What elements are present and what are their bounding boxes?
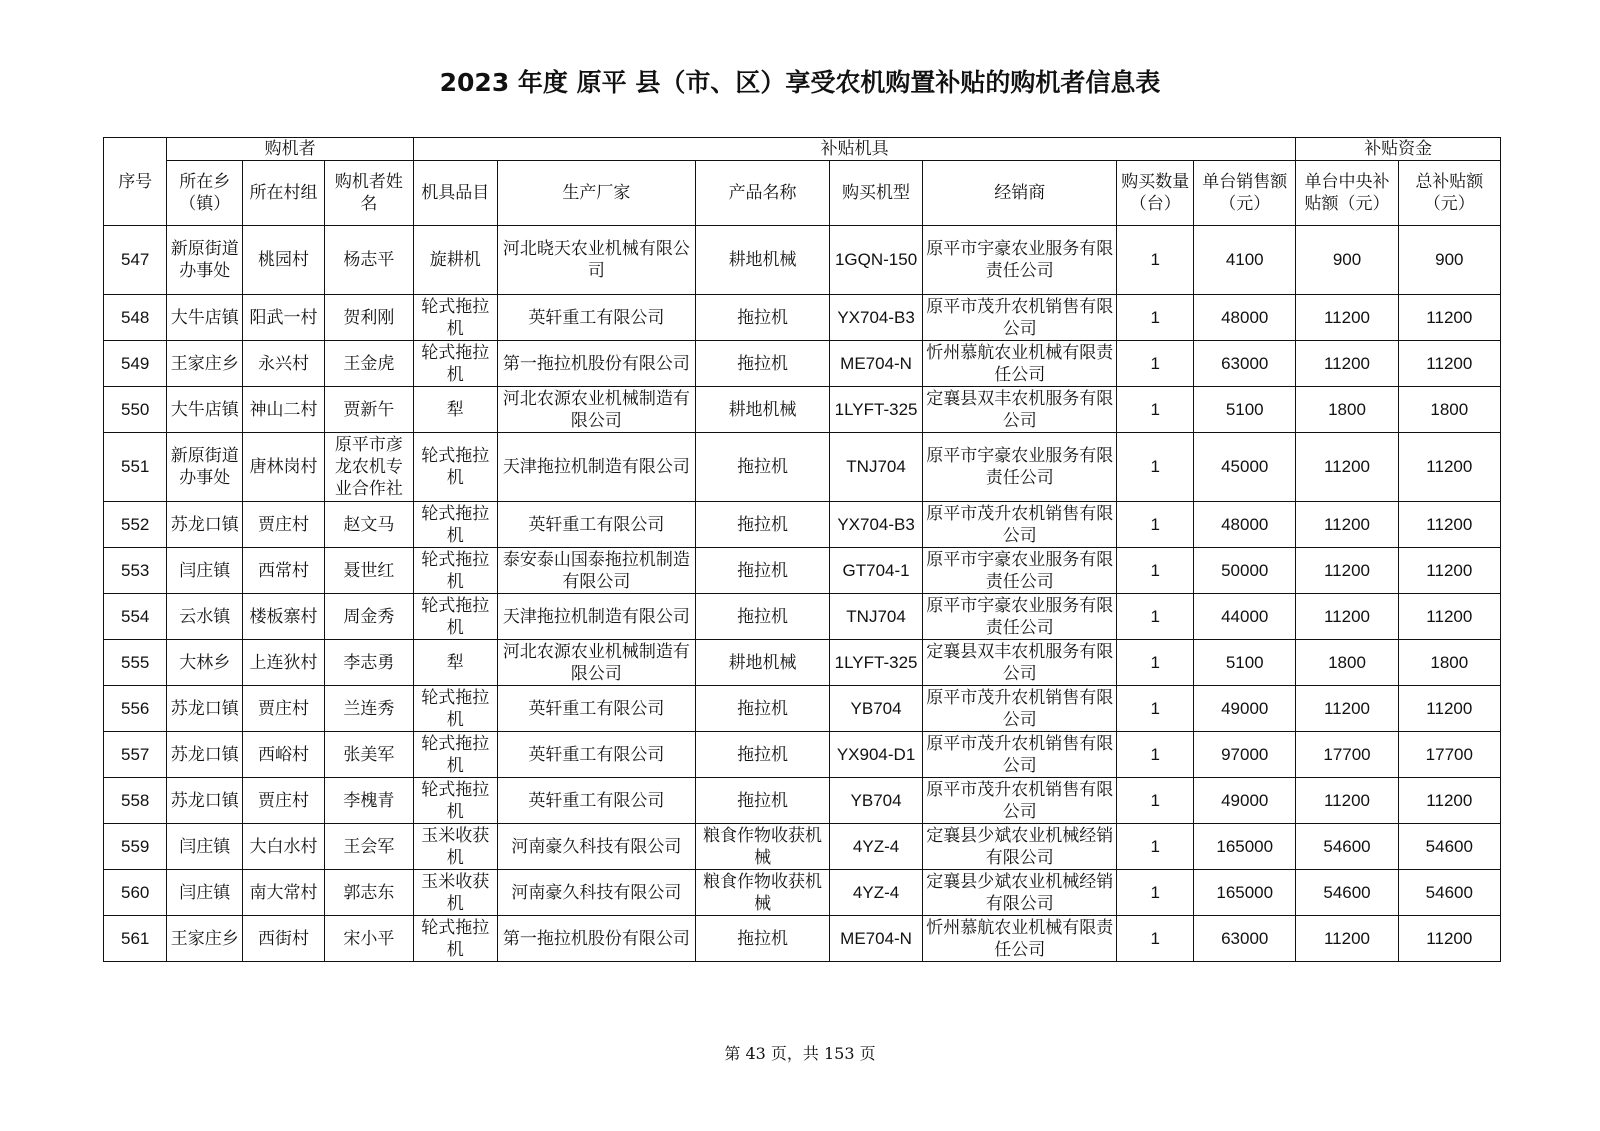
town-cell: 王家庄乡 [167, 341, 243, 387]
town-cell: 苏龙口镇 [167, 502, 243, 548]
village-cell: 桃园村 [243, 226, 325, 295]
seq-cell: 559 [104, 824, 167, 870]
table-row [104, 594, 1501, 640]
seq-cell: 549 [104, 341, 167, 387]
central-subsidy-cell: 11200 [1296, 295, 1398, 341]
price-cell: 49000 [1194, 778, 1296, 824]
product-cell: 拖拉机 [696, 433, 830, 502]
manufacturer-cell: 天津拖拉机制造有限公司 [497, 433, 695, 502]
price-cell: 165000 [1194, 870, 1296, 916]
total-subsidy-cell: 11200 [1398, 295, 1500, 341]
seq-cell: 548 [104, 295, 167, 341]
buyer-name-cell: 宋小平 [324, 916, 413, 962]
qty-cell: 1 [1117, 640, 1194, 686]
product-cell: 拖拉机 [696, 732, 830, 778]
product-cell: 拖拉机 [696, 502, 830, 548]
village-cell: 唐林岗村 [243, 433, 325, 502]
qty-cell: 1 [1117, 594, 1194, 640]
town-cell: 闫庄镇 [167, 824, 243, 870]
product-cell: 耕地机械 [696, 226, 830, 295]
manufacturer-cell: 第一拖拉机股份有限公司 [497, 916, 695, 962]
model-cell: ME704-N [830, 341, 923, 387]
qty-cell: 1 [1117, 732, 1194, 778]
header-total-subsidy: 总补贴额（元） [1398, 161, 1500, 226]
model-cell: ME704-N [830, 916, 923, 962]
dealer-cell: 原平市茂升农机销售有限公司 [923, 686, 1117, 732]
total-subsidy-cell: 54600 [1398, 824, 1500, 870]
town-cell: 苏龙口镇 [167, 732, 243, 778]
village-cell: 贾庄村 [243, 778, 325, 824]
product-cell: 拖拉机 [696, 916, 830, 962]
product-cell: 粮食作物收获机械 [696, 824, 830, 870]
qty-cell: 1 [1117, 226, 1194, 295]
table-row [104, 226, 1501, 295]
category-cell: 轮式拖拉机 [413, 295, 497, 341]
dealer-cell: 定襄县少斌农业机械经销有限公司 [923, 824, 1117, 870]
product-cell: 粮食作物收获机械 [696, 870, 830, 916]
qty-cell: 1 [1117, 824, 1194, 870]
product-cell: 拖拉机 [696, 686, 830, 732]
village-cell: 楼板寨村 [243, 594, 325, 640]
subsidy-table [103, 137, 1501, 962]
price-cell: 4100 [1194, 226, 1296, 295]
product-cell: 拖拉机 [696, 341, 830, 387]
manufacturer-cell: 英轩重工有限公司 [497, 502, 695, 548]
qty-cell: 1 [1117, 686, 1194, 732]
central-subsidy-cell: 11200 [1296, 686, 1398, 732]
dealer-cell: 原平市茂升农机销售有限公司 [923, 295, 1117, 341]
header-group-machine: 补贴机具 [413, 138, 1296, 161]
category-cell: 犁 [413, 640, 497, 686]
dealer-cell: 定襄县双丰农机服务有限公司 [923, 387, 1117, 433]
category-cell: 轮式拖拉机 [413, 916, 497, 962]
header-seq: 序号 [104, 138, 167, 226]
header-buyer-name: 购机者姓名 [324, 161, 413, 226]
buyer-name-cell: 王金虎 [324, 341, 413, 387]
seq-cell: 553 [104, 548, 167, 594]
product-cell: 拖拉机 [696, 594, 830, 640]
category-cell: 轮式拖拉机 [413, 341, 497, 387]
total-subsidy-cell: 11200 [1398, 502, 1500, 548]
buyer-name-cell: 张美军 [324, 732, 413, 778]
price-cell: 48000 [1194, 502, 1296, 548]
model-cell: 4YZ-4 [830, 870, 923, 916]
dealer-cell: 定襄县双丰农机服务有限公司 [923, 640, 1117, 686]
header-category: 机具品目 [413, 161, 497, 226]
header-dealer: 经销商 [923, 161, 1117, 226]
model-cell: YB704 [830, 778, 923, 824]
header-price: 单台销售额（元） [1194, 161, 1296, 226]
table-row [104, 778, 1501, 824]
qty-cell: 1 [1117, 548, 1194, 594]
manufacturer-cell: 河南豪久科技有限公司 [497, 824, 695, 870]
village-cell: 永兴村 [243, 341, 325, 387]
category-cell: 轮式拖拉机 [413, 433, 497, 502]
total-subsidy-cell: 11200 [1398, 916, 1500, 962]
village-cell: 贾庄村 [243, 686, 325, 732]
dealer-cell: 原平市茂升农机销售有限公司 [923, 502, 1117, 548]
town-cell: 大林乡 [167, 640, 243, 686]
table-row [104, 640, 1501, 686]
category-cell: 犁 [413, 387, 497, 433]
price-cell: 5100 [1194, 640, 1296, 686]
buyer-name-cell: 兰连秀 [324, 686, 413, 732]
table-row [104, 341, 1501, 387]
category-cell: 玉米收获机 [413, 824, 497, 870]
buyer-name-cell: 贺利刚 [324, 295, 413, 341]
total-subsidy-cell: 11200 [1398, 548, 1500, 594]
town-cell: 大牛店镇 [167, 295, 243, 341]
seq-cell: 547 [104, 226, 167, 295]
village-cell: 西常村 [243, 548, 325, 594]
central-subsidy-cell: 17700 [1296, 732, 1398, 778]
village-cell: 贾庄村 [243, 502, 325, 548]
buyer-name-cell: 聂世红 [324, 548, 413, 594]
manufacturer-cell: 河北晓天农业机械有限公司 [497, 226, 695, 295]
table-row [104, 433, 1501, 502]
header-model: 购买机型 [830, 161, 923, 226]
qty-cell: 1 [1117, 387, 1194, 433]
village-cell: 上连狄村 [243, 640, 325, 686]
manufacturer-cell: 河北农源农业机械制造有限公司 [497, 387, 695, 433]
seq-cell: 551 [104, 433, 167, 502]
model-cell: 4YZ-4 [830, 824, 923, 870]
buyer-name-cell: 李志勇 [324, 640, 413, 686]
category-cell: 轮式拖拉机 [413, 778, 497, 824]
product-cell: 拖拉机 [696, 295, 830, 341]
seq-cell: 557 [104, 732, 167, 778]
model-cell: YB704 [830, 686, 923, 732]
category-cell: 轮式拖拉机 [413, 548, 497, 594]
model-cell: 1LYFT-325 [830, 387, 923, 433]
table-row [104, 824, 1501, 870]
total-subsidy-cell: 11200 [1398, 686, 1500, 732]
town-cell: 苏龙口镇 [167, 778, 243, 824]
qty-cell: 1 [1117, 870, 1194, 916]
model-cell: TNJ704 [830, 594, 923, 640]
product-cell: 拖拉机 [696, 548, 830, 594]
model-cell: YX704-B3 [830, 295, 923, 341]
page-footer: 第 43 页，共 153 页 [724, 1044, 876, 1063]
town-cell: 大牛店镇 [167, 387, 243, 433]
seq-cell: 560 [104, 870, 167, 916]
header-town: 所在乡（镇） [167, 161, 243, 226]
dealer-cell: 原平市茂升农机销售有限公司 [923, 778, 1117, 824]
manufacturer-cell: 天津拖拉机制造有限公司 [497, 594, 695, 640]
dealer-cell: 原平市茂升农机销售有限公司 [923, 732, 1117, 778]
buyer-name-cell: 王会军 [324, 824, 413, 870]
header-group-buyer: 购机者 [167, 138, 413, 161]
price-cell: 63000 [1194, 916, 1296, 962]
buyer-name-cell: 贾新午 [324, 387, 413, 433]
buyer-name-cell: 郭志东 [324, 870, 413, 916]
qty-cell: 1 [1117, 778, 1194, 824]
central-subsidy-cell: 1800 [1296, 640, 1398, 686]
product-cell: 耕地机械 [696, 387, 830, 433]
dealer-cell: 原平市宇豪农业服务有限责任公司 [923, 548, 1117, 594]
central-subsidy-cell: 11200 [1296, 341, 1398, 387]
village-cell: 神山二村 [243, 387, 325, 433]
price-cell: 5100 [1194, 387, 1296, 433]
model-cell: TNJ704 [830, 433, 923, 502]
qty-cell: 1 [1117, 916, 1194, 962]
town-cell: 苏龙口镇 [167, 686, 243, 732]
central-subsidy-cell: 11200 [1296, 916, 1398, 962]
dealer-cell: 忻州慕航农业机械有限责任公司 [923, 916, 1117, 962]
table-row [104, 732, 1501, 778]
central-subsidy-cell: 1800 [1296, 387, 1398, 433]
manufacturer-cell: 河北农源农业机械制造有限公司 [497, 640, 695, 686]
header-village: 所在村组 [243, 161, 325, 226]
model-cell: GT704-1 [830, 548, 923, 594]
table-row [104, 387, 1501, 433]
seq-cell: 550 [104, 387, 167, 433]
manufacturer-cell: 英轩重工有限公司 [497, 686, 695, 732]
price-cell: 44000 [1194, 594, 1296, 640]
central-subsidy-cell: 54600 [1296, 870, 1398, 916]
seq-cell: 556 [104, 686, 167, 732]
central-subsidy-cell: 11200 [1296, 778, 1398, 824]
village-cell: 大白水村 [243, 824, 325, 870]
category-cell: 玉米收获机 [413, 870, 497, 916]
price-cell: 49000 [1194, 686, 1296, 732]
dealer-cell: 忻州慕航农业机械有限责任公司 [923, 341, 1117, 387]
manufacturer-cell: 第一拖拉机股份有限公司 [497, 341, 695, 387]
town-cell: 云水镇 [167, 594, 243, 640]
table-row [104, 502, 1501, 548]
total-subsidy-cell: 11200 [1398, 433, 1500, 502]
village-cell: 西峪村 [243, 732, 325, 778]
category-cell: 轮式拖拉机 [413, 732, 497, 778]
central-subsidy-cell: 11200 [1296, 502, 1398, 548]
header-group-funds: 补贴资金 [1296, 138, 1501, 161]
qty-cell: 1 [1117, 295, 1194, 341]
manufacturer-cell: 泰安泰山国泰拖拉机制造有限公司 [497, 548, 695, 594]
manufacturer-cell: 英轩重工有限公司 [497, 732, 695, 778]
qty-cell: 1 [1117, 433, 1194, 502]
dealer-cell: 定襄县少斌农业机械经销有限公司 [923, 870, 1117, 916]
model-cell: 1GQN-150 [830, 226, 923, 295]
qty-cell: 1 [1117, 502, 1194, 548]
town-cell: 新原街道办事处 [167, 226, 243, 295]
price-cell: 63000 [1194, 341, 1296, 387]
central-subsidy-cell: 54600 [1296, 824, 1398, 870]
seq-cell: 558 [104, 778, 167, 824]
town-cell: 闫庄镇 [167, 548, 243, 594]
village-cell: 南大常村 [243, 870, 325, 916]
central-subsidy-cell: 11200 [1296, 594, 1398, 640]
total-subsidy-cell: 11200 [1398, 341, 1500, 387]
table-row [104, 916, 1501, 962]
header-qty: 购买数量（台） [1117, 161, 1194, 226]
total-subsidy-cell: 54600 [1398, 870, 1500, 916]
table-row [104, 548, 1501, 594]
buyer-name-cell: 周金秀 [324, 594, 413, 640]
total-subsidy-cell: 17700 [1398, 732, 1500, 778]
category-cell: 旋耕机 [413, 226, 497, 295]
header-row-columns [104, 161, 1501, 226]
manufacturer-cell: 英轩重工有限公司 [497, 295, 695, 341]
header-central-subsidy: 单台中央补贴额（元） [1296, 161, 1398, 226]
buyer-name-cell: 赵文马 [324, 502, 413, 548]
price-cell: 50000 [1194, 548, 1296, 594]
central-subsidy-cell: 900 [1296, 226, 1398, 295]
total-subsidy-cell: 900 [1398, 226, 1500, 295]
qty-cell: 1 [1117, 341, 1194, 387]
price-cell: 45000 [1194, 433, 1296, 502]
seq-cell: 552 [104, 502, 167, 548]
price-cell: 165000 [1194, 824, 1296, 870]
table-row [104, 870, 1501, 916]
header-product: 产品名称 [696, 161, 830, 226]
category-cell: 轮式拖拉机 [413, 502, 497, 548]
page-title: 2023 年度 原平 县（市、区）享受农机购置补贴的购机者信息表 [439, 68, 1161, 97]
dealer-cell: 原平市宇豪农业服务有限责任公司 [923, 433, 1117, 502]
total-subsidy-cell: 11200 [1398, 594, 1500, 640]
town-cell: 新原街道办事处 [167, 433, 243, 502]
manufacturer-cell: 河南豪久科技有限公司 [497, 870, 695, 916]
seq-cell: 555 [104, 640, 167, 686]
central-subsidy-cell: 11200 [1296, 433, 1398, 502]
seq-cell: 561 [104, 916, 167, 962]
manufacturer-cell: 英轩重工有限公司 [497, 778, 695, 824]
buyer-name-cell: 李槐青 [324, 778, 413, 824]
header-manufacturer: 生产厂家 [497, 161, 695, 226]
buyer-name-cell: 杨志平 [324, 226, 413, 295]
total-subsidy-cell: 11200 [1398, 778, 1500, 824]
model-cell: 1LYFT-325 [830, 640, 923, 686]
total-subsidy-cell: 1800 [1398, 387, 1500, 433]
village-cell: 阳武一村 [243, 295, 325, 341]
category-cell: 轮式拖拉机 [413, 594, 497, 640]
seq-cell: 554 [104, 594, 167, 640]
category-cell: 轮式拖拉机 [413, 686, 497, 732]
town-cell: 王家庄乡 [167, 916, 243, 962]
model-cell: YX904-D1 [830, 732, 923, 778]
table-row [104, 686, 1501, 732]
town-cell: 闫庄镇 [167, 870, 243, 916]
product-cell: 耕地机械 [696, 640, 830, 686]
price-cell: 48000 [1194, 295, 1296, 341]
buyer-name-cell: 原平市彦龙农机专业合作社 [324, 433, 413, 502]
model-cell: YX704-B3 [830, 502, 923, 548]
village-cell: 西街村 [243, 916, 325, 962]
dealer-cell: 原平市宇豪农业服务有限责任公司 [923, 226, 1117, 295]
product-cell: 拖拉机 [696, 778, 830, 824]
price-cell: 97000 [1194, 732, 1296, 778]
dealer-cell: 原平市宇豪农业服务有限责任公司 [923, 594, 1117, 640]
total-subsidy-cell: 1800 [1398, 640, 1500, 686]
central-subsidy-cell: 11200 [1296, 548, 1398, 594]
table-row [104, 295, 1501, 341]
header-row-groups [104, 138, 1501, 161]
